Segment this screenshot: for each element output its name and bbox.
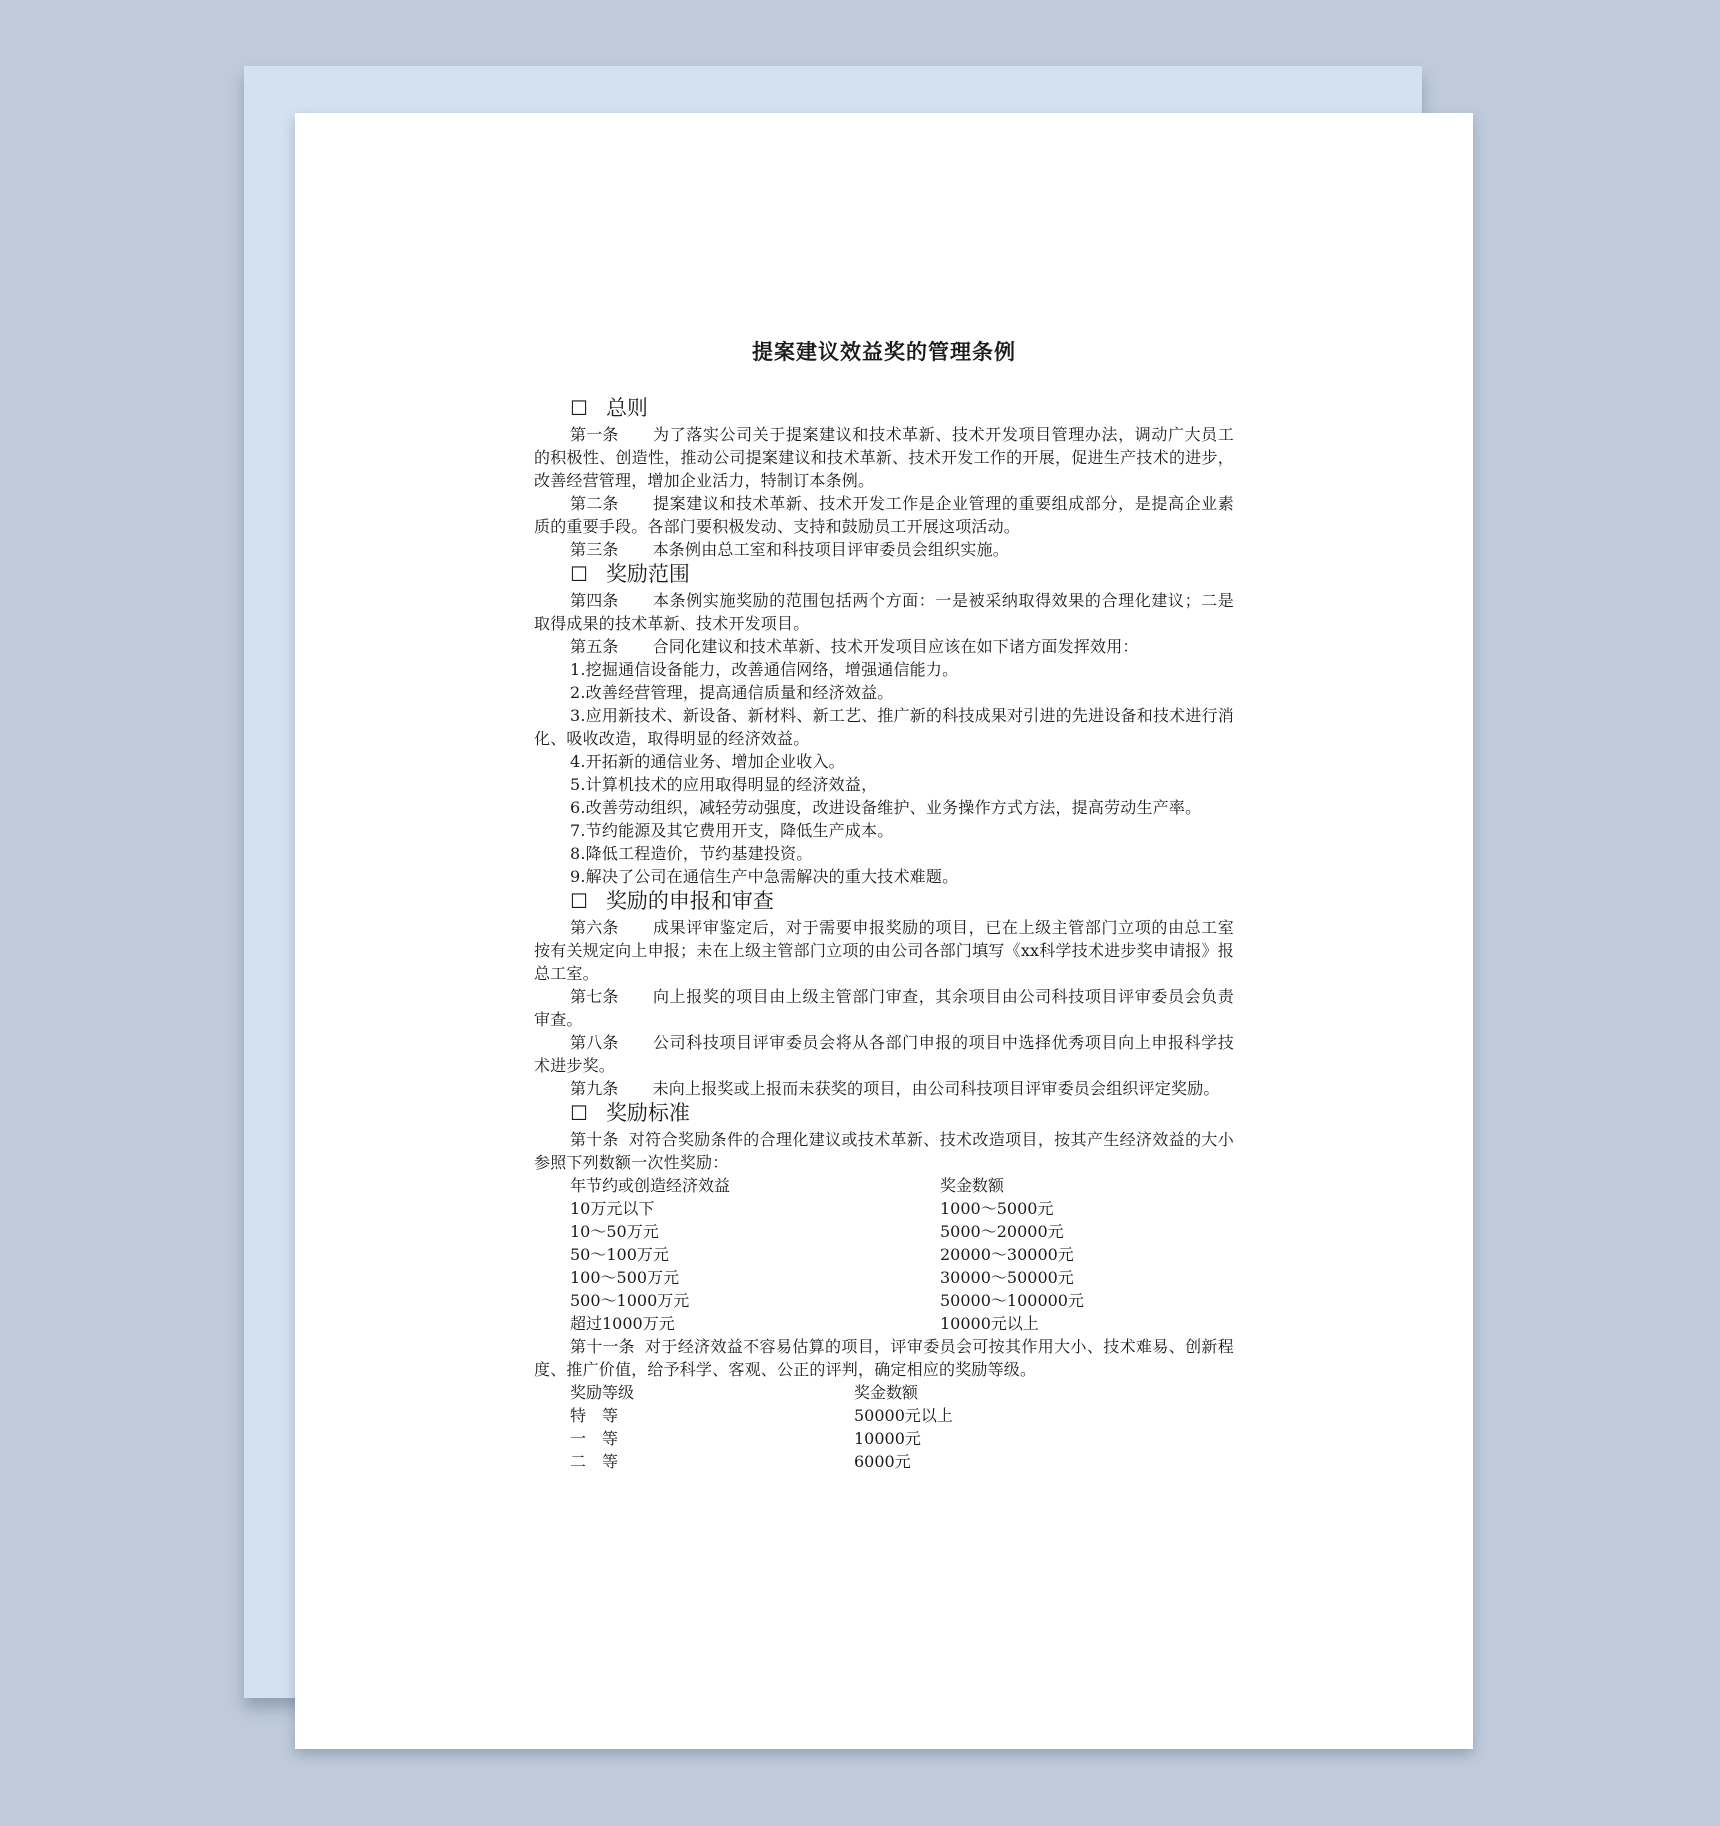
article-3 bbox=[534, 538, 1234, 561]
article-6 bbox=[534, 916, 1234, 985]
table-header: 奖励等级 bbox=[570, 1383, 635, 1402]
section-heading-general bbox=[534, 395, 1234, 422]
article-7 bbox=[534, 985, 1234, 1031]
table-row bbox=[570, 1289, 1234, 1312]
article-text: 对符合奖励条件的合理化建议或技术革新、技术改造项目，按其产生经济效益的大小参照下列数额一次性奖励： bbox=[534, 1130, 1234, 1172]
article-label: 第三条 bbox=[570, 540, 619, 559]
table-header: 奖金数额 bbox=[940, 1176, 1005, 1195]
article-text: 对于经济效益不容易估算的项目，评审委员会可按其作用大小、技术难易、创新程度、推广价值，给予科学、客观、公正的评判，确定相应的奖励等级。 bbox=[534, 1337, 1234, 1379]
list-item: 2.改善经营管理，提高通信质量和经济效益。 bbox=[570, 683, 894, 702]
list-item: 1.挖掘通信设备能力，改善通信网络，增强通信能力。 bbox=[570, 660, 959, 679]
article-5 bbox=[534, 635, 1234, 658]
table-cell: 10万元以下 bbox=[570, 1199, 655, 1218]
list-item: 3.应用新技术、新设备、新材料、新工艺、推广新的科技成果对引进的先进设备和技术进行消化、吸收改造，取得明显的经济效益。 bbox=[534, 706, 1234, 748]
table-cell: 500～1000万元 bbox=[570, 1291, 690, 1310]
table-cell: 二 等 bbox=[570, 1452, 619, 1471]
table-row bbox=[570, 1197, 1234, 1220]
document-title: 提案建议效益奖的管理条例 bbox=[752, 339, 1016, 364]
table-row bbox=[570, 1266, 1234, 1289]
article-label: 第四条 bbox=[570, 591, 619, 610]
checkbox-icon: ☐ bbox=[570, 1101, 588, 1125]
article-4 bbox=[534, 589, 1234, 635]
checkbox-icon: ☐ bbox=[570, 889, 588, 913]
reward-table-benefit bbox=[534, 1174, 1234, 1335]
article-text: 本条例由总工室和科技项目评审委员会组织实施。 bbox=[652, 540, 1010, 559]
section-title: 奖励的申报和审查 bbox=[605, 889, 774, 913]
table-row bbox=[570, 1450, 1234, 1473]
article-1 bbox=[534, 423, 1234, 492]
article-label: 第九条 bbox=[570, 1079, 619, 1098]
table-header-row bbox=[570, 1381, 1234, 1404]
table-cell: 50～100万元 bbox=[570, 1245, 669, 1264]
article-text: 向上报奖的项目由上级主管部门审查，其余项目由公司科技项目评审委员会负责审查。 bbox=[534, 987, 1234, 1029]
table-cell: 50000元以上 bbox=[854, 1406, 953, 1425]
article-text: 成果评审鉴定后，对于需要申报奖励的项目，已在上级主管部门立项的由总工室按有关规定向上申报；未在上级主管部门立项的由公司各部门填写《xx科学技术进步奖申请报》报总工室。 bbox=[534, 918, 1234, 983]
table-header: 年节约或创造经济效益 bbox=[570, 1176, 731, 1195]
checkbox-icon: ☐ bbox=[570, 396, 588, 420]
table-header: 奖金数额 bbox=[854, 1383, 919, 1402]
list-item: 7.节约能源及其它费用开支，降低生产成本。 bbox=[570, 821, 894, 840]
table-cell: 10～50万元 bbox=[570, 1222, 659, 1241]
article-label: 第七条 bbox=[570, 987, 619, 1006]
table-header-row bbox=[570, 1174, 1234, 1197]
article-11 bbox=[534, 1335, 1234, 1381]
article-text: 提案建议和技术革新、技术开发工作是企业管理的重要组成部分，是提高企业素质的重要手段。各部门要积极发动、支持和鼓励员工开展这项活动。 bbox=[534, 494, 1234, 536]
table-cell: 30000～50000元 bbox=[940, 1268, 1074, 1287]
article-9 bbox=[534, 1077, 1234, 1100]
table-cell: 1000～5000元 bbox=[940, 1199, 1054, 1218]
table-cell: 5000～20000元 bbox=[940, 1222, 1064, 1241]
table-cell: 10000元 bbox=[854, 1429, 921, 1448]
article-text: 本条例实施奖励的范围包括两个方面：一是被采纳取得效果的合理化建议；二是取得成果的技术革新、技术开发项目。 bbox=[534, 591, 1234, 633]
article-2 bbox=[534, 492, 1234, 538]
list-item: 9.解决了公司在通信生产中急需解决的重大技术难题。 bbox=[570, 867, 959, 886]
article-label: 第十条 bbox=[570, 1130, 619, 1149]
table-cell: 特 等 bbox=[570, 1406, 619, 1425]
reward-table-grade bbox=[534, 1381, 1234, 1473]
list-item: 6.改善劳动组织，减轻劳动强度，改进设备维护、业务操作方式方法，提高劳动生产率。 bbox=[570, 798, 1202, 817]
table-row bbox=[570, 1220, 1234, 1243]
checkbox-icon: ☐ bbox=[570, 562, 588, 586]
article-label: 第八条 bbox=[570, 1033, 619, 1052]
section-title: 奖励标准 bbox=[605, 1101, 690, 1125]
document-content bbox=[534, 340, 1234, 1473]
article-text: 合同化建议和技术革新、技术开发项目应该在如下诸方面发挥效用： bbox=[652, 637, 1139, 656]
table-cell: 10000元以上 bbox=[940, 1314, 1039, 1333]
article-text: 公司科技项目评审委员会将从各部门申报的项目中选择优秀项目向上申报科学技术进步奖。 bbox=[534, 1033, 1234, 1075]
article-label: 第二条 bbox=[570, 494, 619, 513]
section-heading-application bbox=[534, 888, 1234, 915]
section-title: 奖励范围 bbox=[605, 562, 690, 586]
article-label: 第一条 bbox=[570, 425, 619, 444]
table-row bbox=[570, 1243, 1234, 1266]
list-item: 8.降低工程造价，节约基建投资。 bbox=[570, 844, 813, 863]
table-cell: 100～500万元 bbox=[570, 1268, 680, 1287]
article-label: 第五条 bbox=[570, 637, 619, 656]
article-label: 第十一条 bbox=[570, 1337, 635, 1356]
table-cell: 一 等 bbox=[570, 1429, 619, 1448]
article-text: 为了落实公司关于提案建议和技术革新、技术开发项目管理办法，调动广大员工的积极性、创造性，推动公司提案建议和技术革新、技术开发工作的开展，促进生产技术的进步，改善经营管理，增加企业活力，特制订本条例。 bbox=[534, 425, 1234, 490]
table-row bbox=[570, 1312, 1234, 1335]
article-10 bbox=[534, 1128, 1234, 1174]
list-item: 5.计算机技术的应用取得明显的经济效益， bbox=[570, 775, 878, 794]
article-8 bbox=[534, 1031, 1234, 1077]
section-title: 总则 bbox=[605, 396, 648, 420]
table-cell: 6000元 bbox=[854, 1452, 911, 1471]
section-heading-scope bbox=[534, 561, 1234, 588]
article-text: 未向上报奖或上报而未获奖的项目，由公司科技项目评审委员会组织评定奖励。 bbox=[652, 1079, 1220, 1098]
table-row bbox=[570, 1404, 1234, 1427]
table-cell: 超过1000万元 bbox=[570, 1314, 675, 1333]
section-heading-standard bbox=[534, 1100, 1234, 1127]
table-cell: 50000～100000元 bbox=[940, 1291, 1084, 1310]
table-row bbox=[570, 1427, 1234, 1450]
article-label: 第六条 bbox=[570, 918, 619, 937]
table-cell: 20000～30000元 bbox=[940, 1245, 1074, 1264]
list-item: 4.开拓新的通信业务、增加企业收入。 bbox=[570, 752, 845, 771]
